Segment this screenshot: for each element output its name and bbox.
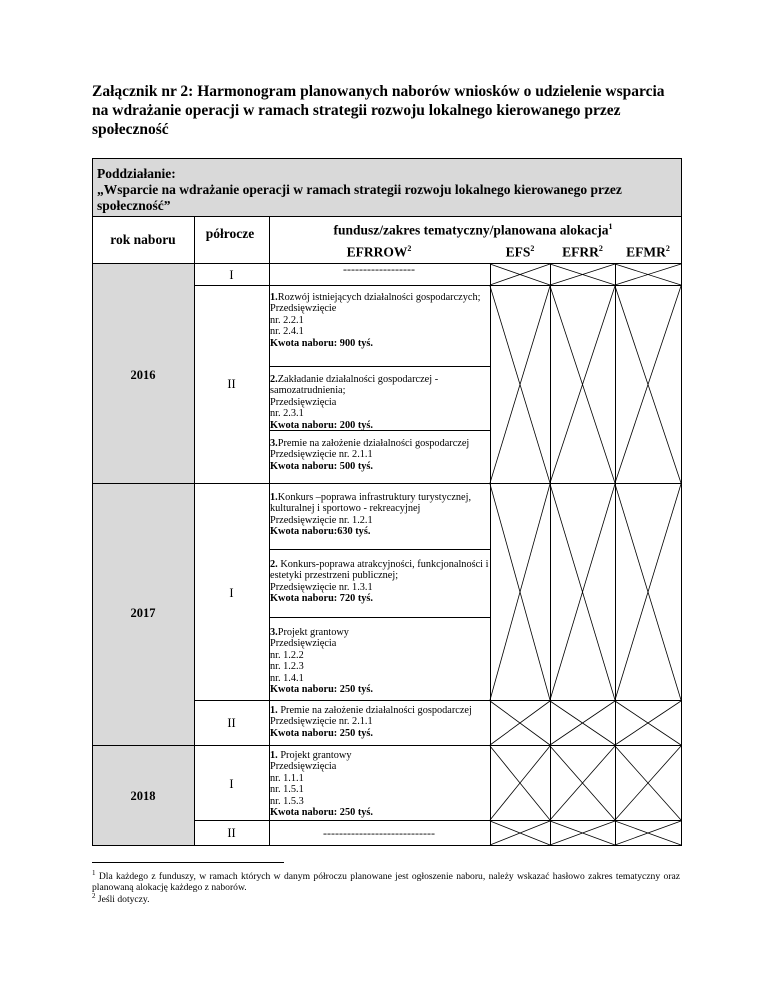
- footnote-ref-2: 2: [530, 244, 535, 253]
- footnote-ref-2: 2: [665, 244, 670, 253]
- efmr-label: EFMR: [626, 244, 666, 260]
- entry-line: Premie na założenie działalności gospodarczej: [280, 705, 472, 716]
- empty-placeholder-2016-1: ------------------: [343, 262, 415, 276]
- entry-2016-1: [270, 292, 488, 349]
- entry-line: Przedsięwzięcia: [270, 638, 337, 650]
- year-2016: 2016: [130, 368, 156, 382]
- footnote-mark: 2: [92, 892, 96, 900]
- entry-2016-3: [270, 438, 500, 472]
- entry-line: nr. 1.2.3: [270, 661, 304, 673]
- efs-label: EFS: [505, 244, 531, 260]
- entry-line: nr. 1.1.1: [270, 772, 304, 784]
- column-header-half: [198, 226, 262, 242]
- entry-line: nr. 1.5.3: [270, 795, 304, 807]
- entry-line: Przedsięwzięcia: [270, 761, 337, 773]
- column-header-efrrow: [268, 244, 490, 261]
- entry-line: Rozwój istniejących działalności gospodarczych;: [277, 292, 481, 303]
- footnote-ref-1: 1: [608, 222, 613, 231]
- entry-number: 2.: [270, 559, 278, 570]
- footnote-separator: [92, 862, 284, 863]
- entry-2017-1: [270, 492, 494, 538]
- entry-2017-2: [270, 559, 494, 605]
- entry-amount: Kwota naboru: 200 tyś.: [270, 419, 373, 431]
- footnote-text: Dla każdego z funduszy, w ramach których w danym półroczu planowane jest ogłoszenie naboru, należy wskazać hasłowo zakres tematyczny oraz planowaną alokację każdego z naborów.: [92, 871, 680, 894]
- entry-line: nr. 1.5.1: [270, 784, 304, 796]
- column-header-efmr: [615, 244, 681, 261]
- column-header-year: rok naboru: [110, 232, 176, 247]
- entry-line: nr. 1.2.2: [270, 649, 304, 661]
- half-2018-1: I: [229, 777, 234, 791]
- page-title: Załącznik nr 2: Harmonogram planowanych naborów wniosków o udzielenie wsparcia na wdrażanie operacji w ramach strategii rozwoju lokalnego kierowanego przez społeczność: [92, 83, 665, 138]
- not-applicable-crosses: [490, 264, 681, 845]
- entry-amount: Kwota naboru: 250 tyś.: [270, 807, 373, 819]
- entry-number: 3.: [270, 438, 278, 449]
- entry-line: Przedsięwzięcie nr. 2.1.1: [270, 716, 373, 728]
- entry-amount: Kwota naboru: 720 tyś.: [270, 593, 373, 605]
- entry-line: nr. 2.4.1: [270, 326, 304, 338]
- entry-2018-1: [270, 750, 488, 818]
- half-2016-1: I: [229, 268, 234, 282]
- efrr-label: EFRR: [562, 244, 599, 260]
- year-2017: 2017: [130, 606, 156, 620]
- entry-amount: Kwota naboru: 900 tyś.: [270, 337, 373, 349]
- entry-number: 1.: [270, 750, 278, 761]
- empty-placeholder-2018-2: ----------------------------: [323, 826, 435, 840]
- column-header-half-label: półrocze: [205, 226, 255, 241]
- entry-line: Projekt grantowy: [280, 750, 352, 761]
- footnote-2: [92, 891, 680, 905]
- column-header-efs: [490, 244, 550, 261]
- entry-line: Przedsięwzięcie: [270, 303, 337, 315]
- half-2018-2: II: [227, 826, 236, 840]
- efrrow-label: EFRROW: [346, 244, 408, 260]
- footnote-ref-2: 2: [598, 244, 603, 253]
- entry-number: 3.: [270, 627, 278, 638]
- entry-number: 1.: [270, 292, 278, 303]
- year-2018: 2018: [130, 789, 156, 803]
- half-2016-2: II: [227, 377, 236, 391]
- entry-line: nr. 2.2.1: [270, 314, 304, 326]
- subheader-label: Poddziałanie:: [97, 166, 176, 181]
- column-header-fund-group: [268, 222, 678, 239]
- entry-line: nr. 2.3.1: [270, 408, 304, 420]
- footnote-ref-2: 2: [407, 244, 412, 253]
- fund-group-label: fundusz/zakres tematyczny/planowana alokacja: [333, 222, 609, 238]
- entry-2017-4: [270, 705, 500, 739]
- entry-line: Konkurs-poprawa atrakcyjności, funkcjonalności i estetyki przestrzeni publicznej;: [270, 559, 489, 582]
- entry-number: 1.: [270, 705, 278, 716]
- entry-line: nr. 1.4.1: [270, 672, 304, 684]
- entry-line: Przedsięwzięcie nr. 1.3.1: [270, 581, 373, 593]
- entry-line: Projekt grantowy: [277, 627, 349, 638]
- entry-line: Przedsięwzięcie nr. 2.1.1: [270, 449, 373, 461]
- subheader-title: „Wsparcie na wdrażanie operacji w ramach strategii rozwoju lokalnego kierowanego przez społeczność”: [97, 182, 622, 213]
- entry-number: 1.: [270, 492, 278, 503]
- entry-amount: Kwota naboru:630 tyś.: [270, 526, 371, 538]
- entry-amount: Kwota naboru: 250 tyś.: [270, 684, 373, 696]
- entry-line: Przedsięwzięcie nr. 1.2.1: [270, 514, 373, 526]
- half-2017-1: I: [229, 586, 234, 600]
- column-header-efrr: [550, 244, 615, 261]
- entry-line: Zakładanie działalności gospodarczej - samozatrudnienia;: [270, 374, 439, 397]
- entry-amount: Kwota naboru: 250 tyś.: [270, 727, 373, 739]
- entry-number: 2.: [270, 374, 278, 385]
- footnote-text: Jeśli dotyczy.: [97, 894, 150, 906]
- entry-line: Premie na założenie działalności gospodarczej: [277, 438, 470, 449]
- entry-2017-3: [270, 627, 488, 695]
- half-2017-2: II: [227, 716, 236, 730]
- entry-line: Przedsięwzięcia: [270, 396, 337, 408]
- footnote-mark: 1: [92, 869, 96, 877]
- entry-2016-2: [270, 374, 488, 431]
- footnote-1: [92, 868, 680, 893]
- entry-amount: Kwota naboru: 500 tyś.: [270, 460, 373, 472]
- entry-line: Konkurs –poprawa infrastruktury turystycznej, kulturalnej i sportowo - rekreacyjnej: [270, 492, 472, 515]
- subheader: [97, 166, 675, 214]
